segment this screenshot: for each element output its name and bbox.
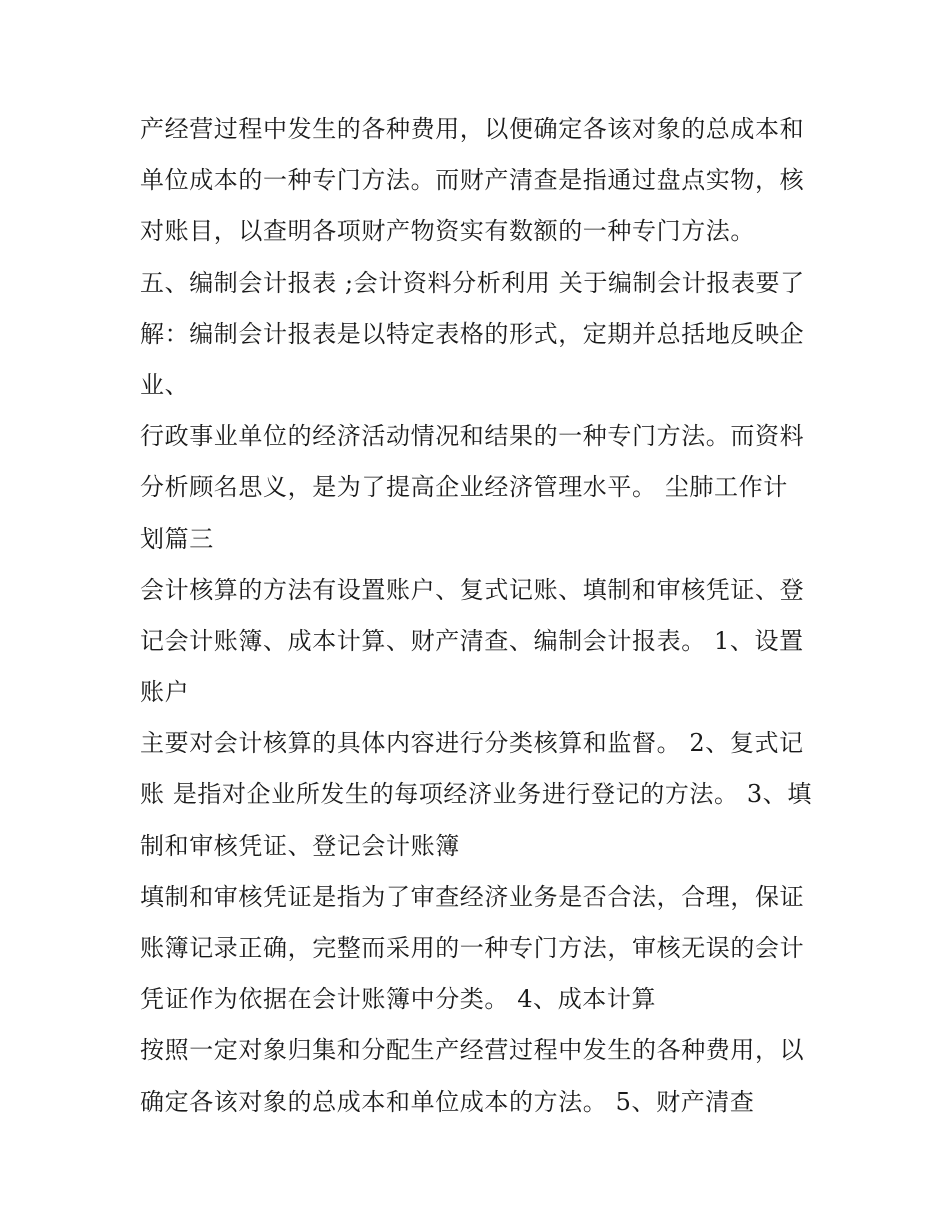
text-line: 记会计账簿、成本计算、财产清查、编制会计报表。 1、设置 [140,626,804,655]
text-line: 分析顾名思义，是为了提高企业经济管理水平。 尘肺工作计 [140,473,788,502]
text-line: 账簿记录正确，完整而采用的一种专门方法，审核无误的会计 [140,934,805,962]
text-line: 单位成本的一种专门方法。而财产清查是指通过盘点实物，核 [140,166,805,195]
text-line: 解：编制会计报表是以特定表格的形式，定期并总括地反映企 [140,319,805,348]
text-line: 账 是指对企业所发生的每项经济业务进行登记的方法。 3、填 [140,780,812,809]
text-line: 制和审核凭证、登记会计账簿 [140,831,460,860]
text-line: 对账目，以查明各项财产物资实有数额的一种专门方法。 [140,217,755,246]
text-line: 产经营过程中发生的各种费用，以便确定各该对象的总成本和 [140,115,805,143]
text-line: 五、编制会计报表 ;会计资料分析利用 关于编制会计报表要了 [140,268,805,297]
text-line: 账户 [140,678,190,707]
body-text [140,104,840,1128]
text-line: 确定各该对象的总成本和单位成本的方法。 5、财产清查 [140,1087,755,1116]
text-line: 按照一定对象归集和分配生产经营过程中发生的各种费用，以 [140,1036,805,1065]
text-line: 凭证作为依据在会计账簿中分类。 4、成本计算 [140,985,657,1014]
text-line: 填制和审核凭证是指为了审查经济业务是否合法，合理，保证 [140,882,805,911]
text-line: 会计核算的方法有设置账户、复式记账、填制和审核凭证、登 [140,575,805,604]
text-line: 业、 [140,370,190,399]
text-line: 行政事业单位的经济活动情况和结果的一种专门方法。而资料 [140,422,805,451]
text-line: 主要对会计核算的具体内容进行分类核算和监督。 2、复式记 [140,729,804,758]
text-line: 划篇三 [140,524,214,553]
